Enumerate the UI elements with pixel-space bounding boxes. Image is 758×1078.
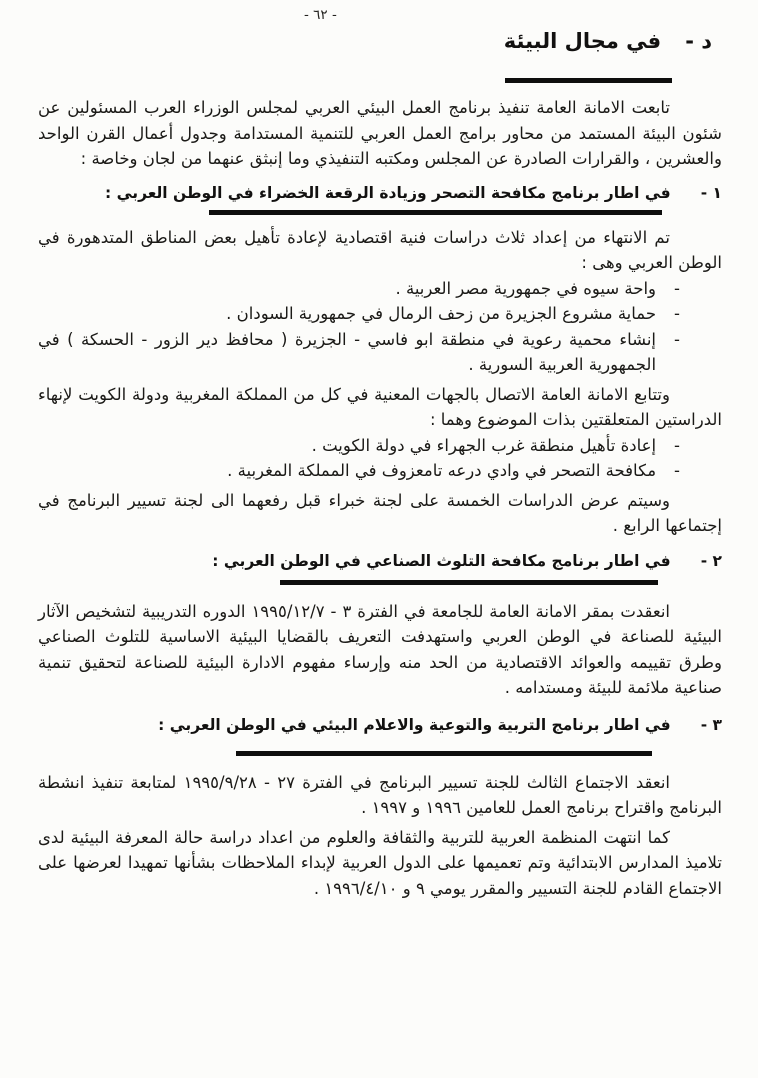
section-heading <box>38 26 722 56</box>
section-2-title-text: في اطار برنامج مكافحة التلوث الصناعي في الوطن العربي : <box>212 551 671 570</box>
dash-marker: - <box>674 461 680 480</box>
dash-marker: - <box>674 329 680 349</box>
heading-text: في مجال البيئة <box>503 29 662 53</box>
section-1-title-text: في اطار برنامج مكافحة التصحر وزيادة الرقعة الخضراء في الوطن العربي : <box>104 183 671 202</box>
page-number: - ٦٢ - <box>304 7 337 23</box>
bullet-text: واحة سيوه في جمهورية مصر العربية . <box>395 278 657 298</box>
section-1-paragraph-1: تم الانتهاء من إعداد ثلاث دراسات فنية اقتصادية لإعادة تأهيل بعض المناطق المتدهورة في الوطن العربي وهى : <box>38 227 722 272</box>
intro-paragraph: تابعت الامانة العامة تنفيذ برنامج العمل البيئي العربي لمجلس الوزراء العرب المسئولين عن شئون البيئة المستمد من محاور برامج العمل العربي للتنمية المستدامة وجدول أعمال القرن الواحد والعشرين ، والقرارات الصادرة عن المجلس ومكتبه التنفيذي وما إنبثق عنهما من لجان وخاصة : <box>38 98 722 168</box>
section-3-number: ٣ - <box>700 715 722 734</box>
section-1-title <box>38 181 722 205</box>
bullet-text: إعادة تأهيل منطقة غرب الجهراء في دولة الكويت . <box>311 435 657 455</box>
bullet-item <box>38 458 680 484</box>
section-3-paragraph-2: كما انتهت المنظمة العربية للتربية والثقافة والعلوم من اعداد دراسة حالة المعرفة البيئية لدى تلاميذ المدارس الابتدائية وتم تعميمها على الدول العربية لإبداء الملاحظات بشأنها تمهيدا لعرضها على الاجتماع القادم للجنة التسيير والمقرر يومي ٩ و ١٩٩٦/٤/١٠ . <box>38 827 722 898</box>
dash-marker: - <box>674 435 680 455</box>
section-2-paragraph-1: انعقدت بمقر الامانة العامة للجامعة في الفترة ٣ - ١٩٩٥/١٢/٧ الدوره التدريبية لتشخيص الآثار البيئية للصناعة في الوطن العربي واستهدفت التعريف بالقضايا البيئية الاساسية للتلوث الصناعي وطرق تقييمه والعوائد الاقتصادية من الحد منه وإرساء مفهوم الادارة البيئية للصناعة لتحقيق تنمية صناعية ملائمة للبيئة ومستدامه . <box>38 601 722 697</box>
dash-marker: - <box>674 304 680 323</box>
bullet-text: مكافحة التصحر في وادي درعه تامعزوف في المملكة المغربية . <box>227 461 657 480</box>
section-3-title-text: في اطار برنامج التربية والتوعية والاعلام البيئي في الوطن العربي : <box>158 715 671 734</box>
section-2-title <box>38 549 722 573</box>
section-1-number: ١ - <box>700 183 722 202</box>
section-3-rule <box>236 751 652 756</box>
section-1-rule <box>209 210 662 215</box>
bullet-text: إنشاء محمية رعوية في منطقة ابو فاسي - الجزيرة ( محافظ دير الزور - الحسكة ) في الجمهورية العربية السورية . <box>38 329 657 374</box>
bullet-item <box>38 327 680 378</box>
followup-bullet-list <box>38 433 722 484</box>
section-3-paragraph-1: انعقد الاجتماع الثالث للجنة تسيير البرنامج في الفترة ٢٧ - ١٩٩٥/٩/٢٨ لمتابعة تنفيذ انشطة البرنامج واقتراح برنامج العمل للعامين ١٩٩٦ و ١٩٩٧ . <box>38 772 722 817</box>
studies-bullet-list <box>38 276 722 378</box>
bullet-item <box>38 301 680 327</box>
section-1-paragraph-3: وسيتم عرض الدراسات الخمسة على لجنة خبراء قبل رفعهما الى لجنة تسيير البرنامج في إجتماعها الرابع . <box>38 490 722 535</box>
heading-letter: د - <box>685 29 712 53</box>
bullet-item <box>38 433 680 459</box>
section-2-number: ٢ - <box>700 551 722 570</box>
dash-marker: - <box>674 278 680 298</box>
section-3-title <box>38 713 722 737</box>
bullet-text: حماية مشروع الجزيرة من زحف الرمال في جمهورية السودان . <box>226 304 657 323</box>
bullet-item <box>38 276 680 302</box>
section-1-paragraph-2: وتتابع الامانة العامة الاتصال بالجهات المعنية في كل من المملكة المغربية ودولة الكويت لإنهاء الدراستين المتعلقتين بذات الموضوع وهما : <box>38 384 722 429</box>
section-2-rule <box>280 580 658 585</box>
heading-underline-rule <box>505 78 672 83</box>
